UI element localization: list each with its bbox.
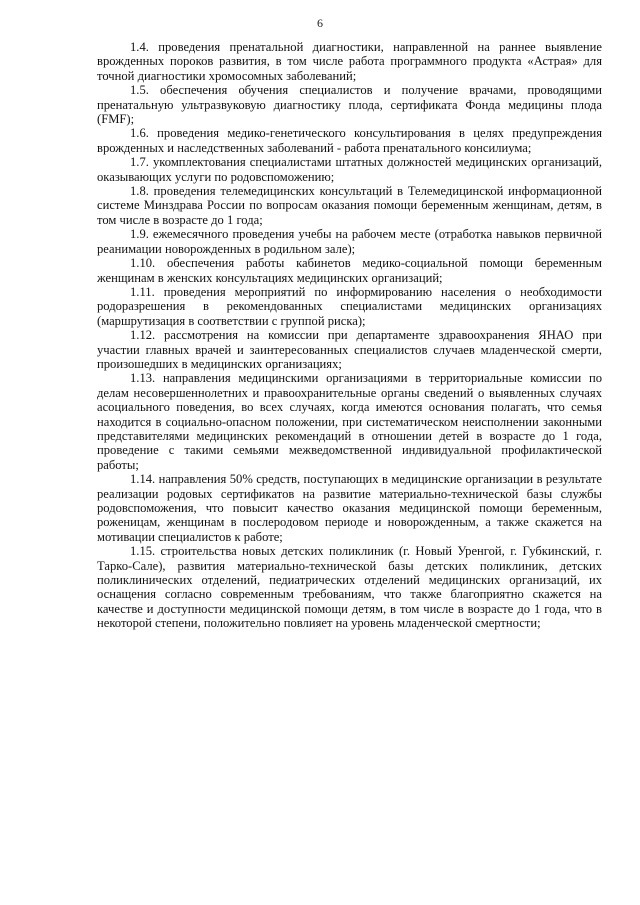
paragraph-1-13: 1.13. направления медицинскими организациями в территориальные комиссии по делам несовершеннолетних и правоохранительные органы сведений о выявленных случаях асоциального поведения, во всех случаях, когда имеются основания полагать, что семья находится в социально-опасном положении, при систематическом неисполнении законными представителями медицинских рекомендаций в отношении детей в возрасте до 1 года, проведение с такими семьями межведомственной индивидуальной профилактической работы; xyxy=(97,371,602,472)
paragraph-1-5: 1.5. обеспечения обучения специалистов и получение врачами, проводящими пренатальную ультразвуковую диагностику плода, сертификата Фонда медицины плода (FMF); xyxy=(97,83,602,127)
paragraph-1-9: 1.9. ежемесячного проведения учебы на рабочем месте (отработка навыков первичной реанимации новорожденных в родильном зале); xyxy=(97,227,602,256)
paragraph-1-11: 1.11. проведения мероприятий по информированию населения о необходимости родоразрешения в рекомендованных специалистами медицинских организациях (маршрутизация в соответствии с группой риска); xyxy=(97,284,602,328)
document-body xyxy=(97,40,602,631)
paragraph-1-6: 1.6. проведения медико-генетического консультирования в целях предупреждения врожденных и наследственных заболеваний - работа пренатального консилиума; xyxy=(97,126,602,155)
paragraph-1-12: 1.12. рассмотрения на комиссии при департаменте здравоохранения ЯНАО при участии главных врачей и заинтересованных специалистов случаев младенческой смерти, произошедших в медицинских организациях; xyxy=(97,328,602,371)
paragraph-1-10: 1.10. обеспечения работы кабинетов медико-социальной помощи беременным женщинам в женских консультациях медицинских организаций; xyxy=(97,256,602,285)
paragraph-1-4: 1.4. проведения пренатальной диагностики, направленной на раннее выявление врожденных пороков развития, в том числе работа программного продукта «Астрая» для точной диагностики хромосомных заболеваний; xyxy=(97,40,602,83)
paragraph-1-14: 1.14. направления 50% средств, поступающих в медицинские организации в результате реализации родовых сертификатов на развитие материально-технической базы службы родовспоможения, что повысит качество оказания медицинской помощи беременным, роженицам, женщинам в послеродовом периоде и новорожденным, а также скажется на мотивации специалистов к работе; xyxy=(97,472,602,544)
paragraph-1-8: 1.8. проведения телемедицинских консультаций в Телемедицинской информационной системе Минздрава России по вопросам оказания помощи беременным женщинам, детям, в том числе в возрасте до 1 года; xyxy=(97,184,602,227)
paragraph-1-7: 1.7. укомплектования специалистами штатных должностей медицинских организаций, оказывающих услуги по родовспоможению; xyxy=(97,155,602,184)
paragraph-1-15: 1.15. строительства новых детских поликлиник (г. Новый Уренгой, г. Губкинский, г. Тарко-Сале), развития материально-технической базы детских поликлиник, детских поликлинических отделений, педиатрических отделений медицинских организаций, их оснащения согласно современным требованиям, что также благоприятно скажется на качестве и доступности медицинской помощи детям, в том числе в возрасте до 1 года, что в некоторой степени, положительно повлияет на уровень младенческой смертности; xyxy=(97,544,602,631)
page-number: 6 xyxy=(317,16,323,30)
